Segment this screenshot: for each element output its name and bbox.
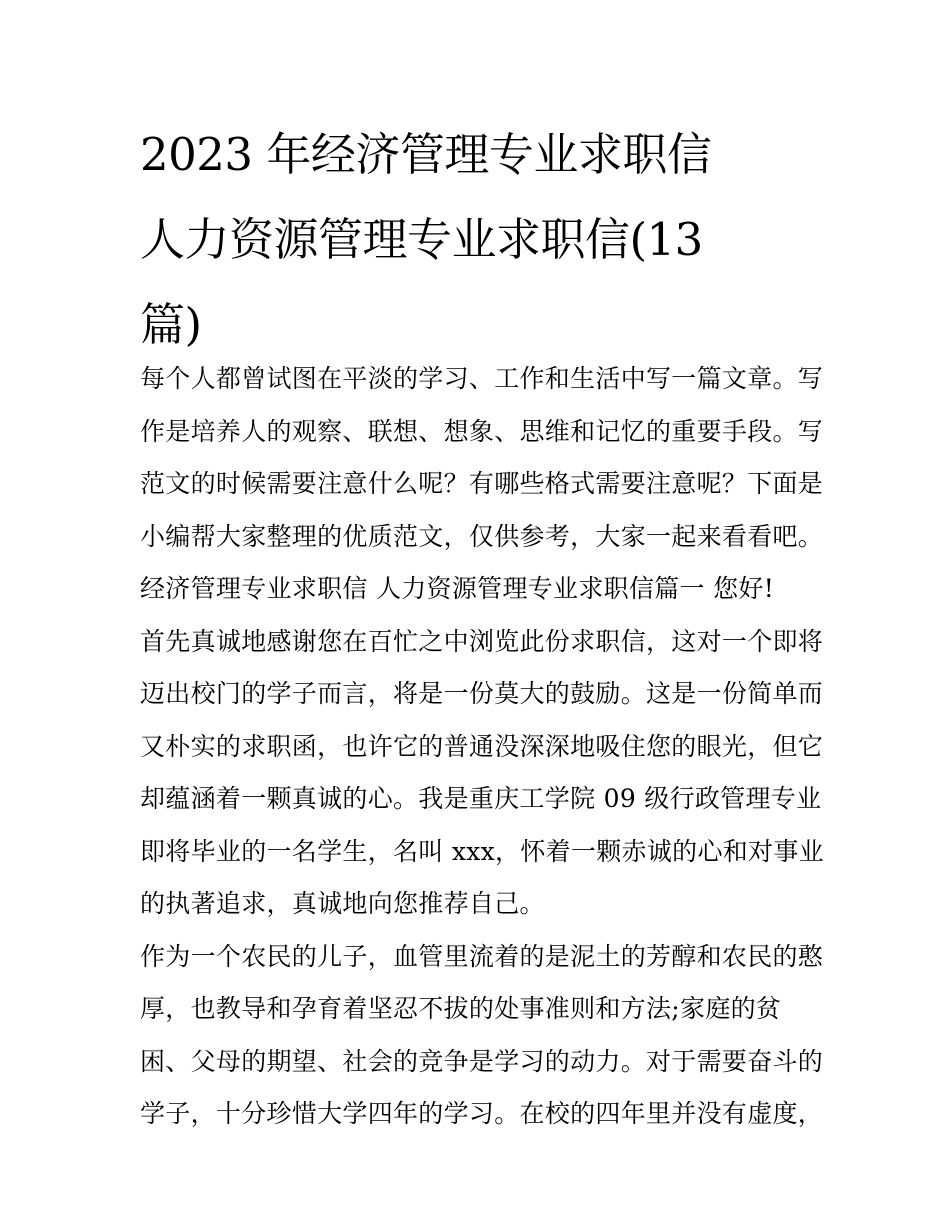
- body-line: 小编帮大家整理的优质范文，仅供参考，大家一起来看看吧。: [140, 521, 824, 551]
- body-line: 即将毕业的一名学生，名叫 xxx，怀着一颗赤诚的心和对事业: [140, 836, 824, 866]
- document-body: [140, 358, 824, 1146]
- body-line: 迈出校门的学子而言，将是一份莫大的鼓励。这是一份简单而: [140, 679, 824, 708]
- body-line: 范文的时候需要注意什么呢？有哪些格式需要注意呢？下面是: [140, 469, 824, 498]
- body-line: 又朴实的求职函，也许它的普通没深深地吸住您的眼光，但它: [140, 731, 824, 761]
- body-line: 厚，也教导和孕育着坚忍不拔的处事准则和方法;家庭的贫: [140, 994, 782, 1023]
- body-line: 作是培养人的观察、联想、想象、思维和记忆的重要手段。写: [140, 416, 824, 446]
- body-line: 的执著追求，真诚地向您推荐自己。: [140, 889, 545, 918]
- title-line: 人力资源管理专业求职信(13: [140, 213, 703, 266]
- body-line: 作为一个农民的儿子，血管里流着的是泥土的芳醇和农民的憨: [140, 941, 824, 971]
- document-title: [140, 112, 820, 367]
- body-line: 每个人都曾试图在平淡的学习、工作和生活中写一篇文章。写: [140, 364, 824, 393]
- body-line: 首先真诚地感谢您在百忙之中浏览此份求职信，这对一个即将: [140, 626, 824, 656]
- body-line: 学子，十分珍惜大学四年的学习。在校的四年里并没有虚度，: [140, 1099, 824, 1128]
- title-line: 篇): [140, 298, 202, 351]
- body-line: 困、父母的期望、社会的竞争是学习的动力。对于需要奋斗的: [140, 1046, 824, 1076]
- body-line: 却蕴涵着一颗真诚的心。我是重庆工学院 09 级行政管理专业: [140, 784, 822, 813]
- title-line: 2023 年经济管理专业求职信: [140, 128, 712, 181]
- body-line: 经济管理专业求职信 人力资源管理专业求职信篇一 您好!: [140, 574, 775, 603]
